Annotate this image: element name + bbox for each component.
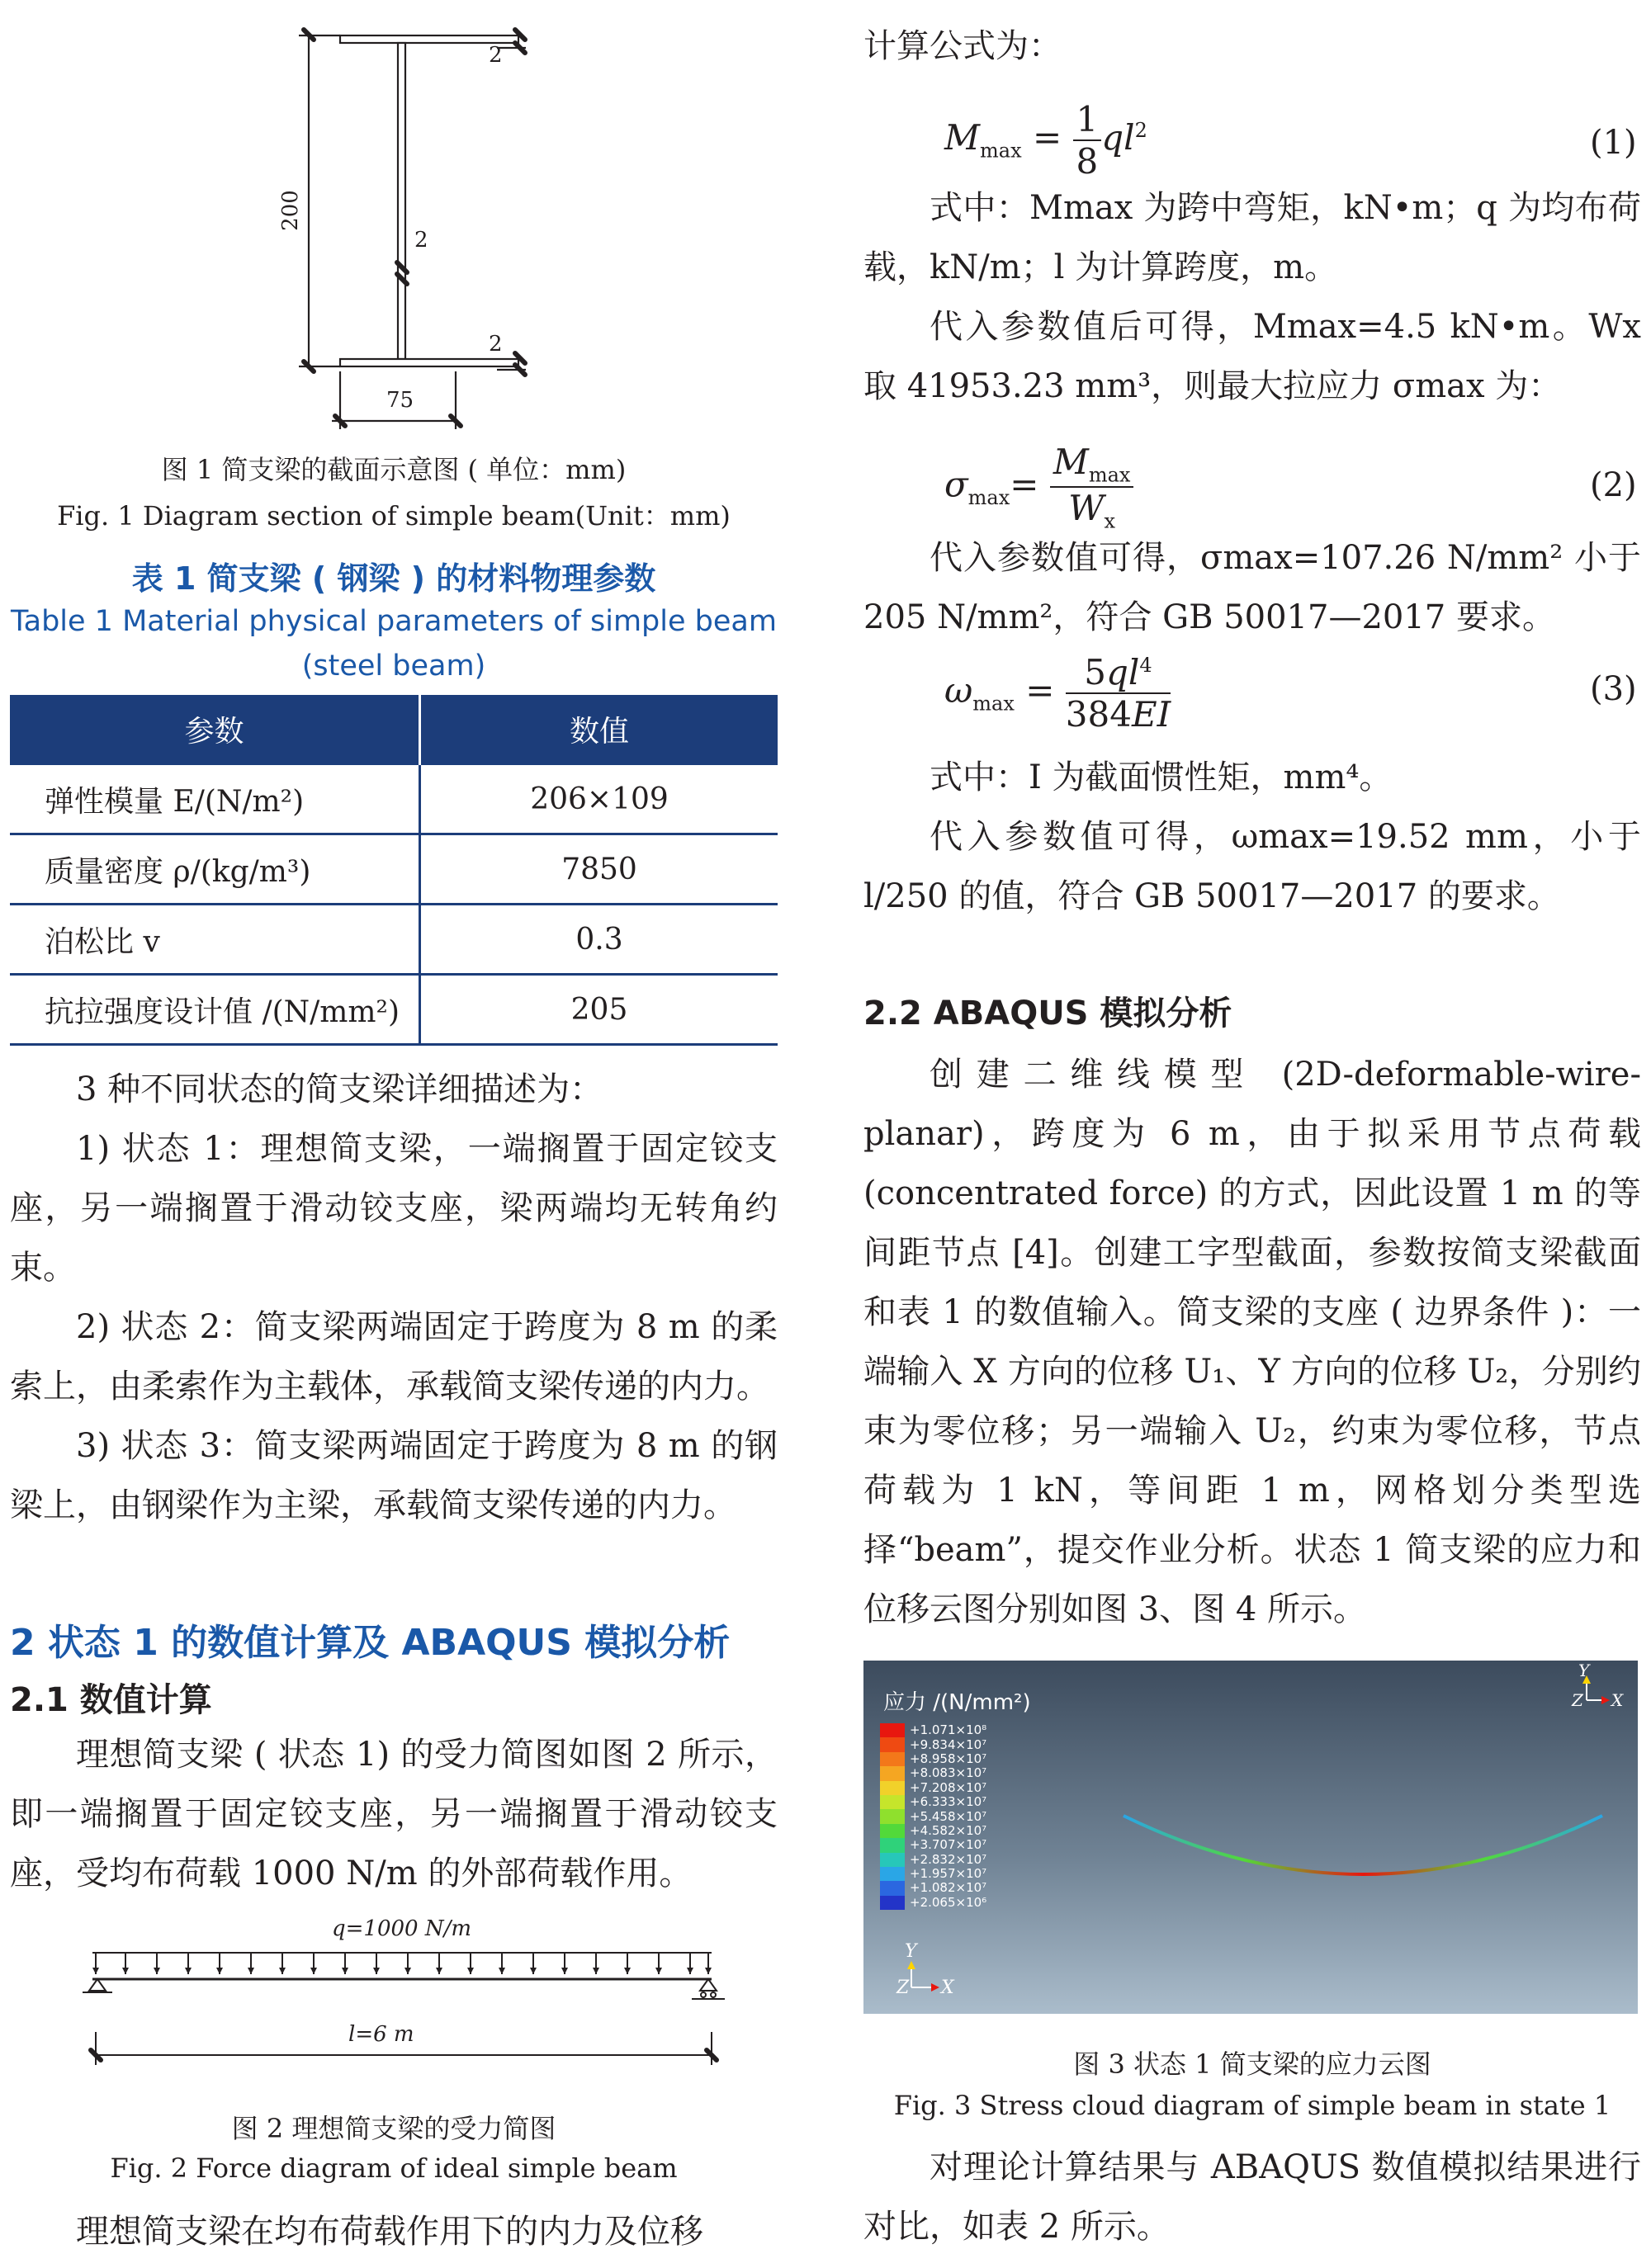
equation-1-number: (1) bbox=[1590, 124, 1637, 162]
fig3-axis-z-top: Z bbox=[1572, 1690, 1583, 1710]
paragraph: 3) 状态 3：简支梁两端固定于跨度为 8 m 的钢梁上，由钢梁作为主梁，承载简支梁传递的内力。 bbox=[10, 1427, 778, 1524]
table-cell-param: 质量密度 ρ/(kg/m³) bbox=[10, 834, 420, 905]
paragraph: 创建二维线模型 (2D-deformable-wire-planar)，跨度为 6 m，由于拟采用节点荷载 (concentrated force) 的方式，因此设置 1 m 的等间距节点 [4]。创建工字型截面，参数按简支梁截面和表 1 的数值输入。简支梁的支座 ( 边界条件 )：一端输入 X 方向的位移 U₁、Y 方向的位移 U₂，分别约束为零位移；另一端输入 U₂，约束为零位移，节点荷载为 1 kN，等间距 1 m，网格划分类型选择“beam”，提交作业分析。状态 1 简支梁的应力和位移云图分别如图 3、图 4 所示。 bbox=[863, 1056, 1641, 1628]
table-row bbox=[10, 834, 778, 905]
equation-1: $M_{max}$ = $\frac{1}{8}$ $ql^2$ bbox=[944, 99, 1147, 182]
fig1-caption-cn: 图 1 简支梁的截面示意图 ( 单位：mm) bbox=[161, 454, 627, 485]
fig3-axis-x-top: X bbox=[1611, 1690, 1624, 1710]
legend-value: +2.832×10⁷ bbox=[910, 1851, 987, 1867]
fig2-caption-en: Fig. 2 Force diagram of ideal simple beam bbox=[110, 2152, 678, 2184]
section-heading-2-1: 2.1 数值计算 bbox=[10, 1681, 212, 1719]
legend-value: +1.957×10⁷ bbox=[910, 1866, 987, 1882]
table-cell-param: 抗拉强度设计值 /(N/mm²) bbox=[10, 975, 420, 1045]
left-body-1 bbox=[10, 1060, 778, 1535]
legend-value: +2.065×10⁶ bbox=[910, 1894, 987, 1910]
paragraph: 计算公式为： bbox=[863, 27, 1062, 65]
table1-title-en-1: Table 1 Material physical parameters of simple beam bbox=[11, 605, 777, 638]
equation-2: $\sigma_{max}=$ $M_{max}$ $W_x$ bbox=[944, 442, 1133, 533]
right-body-3 bbox=[863, 748, 1641, 926]
paragraph: 式中：Mmax 为跨中弯矩，kN•m；q 为均布荷载，kN/m；l 为计算跨度，m。 bbox=[863, 189, 1641, 286]
fig2-load-label: q=1000 N/m bbox=[332, 1916, 472, 1941]
fig3-axis-z-bottom: Z bbox=[896, 1977, 910, 1998]
right-body-1 bbox=[863, 178, 1641, 416]
table-cell-value: 7850 bbox=[420, 834, 778, 905]
fig1-dim-width: 75 bbox=[386, 388, 414, 413]
fig3-stress-cloud bbox=[863, 1661, 1638, 2014]
legend-value: +7.208×10⁷ bbox=[910, 1779, 987, 1795]
fig1-dim-web: 2 bbox=[414, 228, 428, 253]
fig3-axis-y-bottom: Y bbox=[905, 1941, 917, 1962]
table1 bbox=[10, 695, 778, 1046]
equation-2-number: (2) bbox=[1590, 466, 1637, 504]
fig3-legend-title: 应力 /(N/mm²) bbox=[883, 1690, 1031, 1715]
table-cell-param: 泊松比 v bbox=[10, 905, 420, 975]
legend-value: +8.083×10⁷ bbox=[910, 1765, 987, 1781]
right-body-2 bbox=[863, 528, 1641, 647]
paragraph: 代入参数值后可得，Mmax=4.5 kN•m。Wx 取 41953.23 mm³，则最大拉应力 σmax 为： bbox=[863, 308, 1641, 405]
left-body-2 bbox=[10, 1725, 778, 1903]
fig1-dim-top: 2 bbox=[489, 43, 503, 68]
paragraph: 代入参数值可得，σmax=107.26 N/mm² 小于 205 N/mm²，符合 GB 50017—2017 要求。 bbox=[863, 539, 1641, 636]
legend-value: +6.333×10⁷ bbox=[910, 1794, 987, 1810]
legend-value: +8.958×10⁷ bbox=[910, 1751, 987, 1766]
fig1-dim-height: 200 bbox=[277, 190, 303, 231]
paragraph: 理想简支梁在均布荷载作用下的内力及位移 bbox=[76, 2213, 703, 2251]
section-heading-2: 2 状态 1 的数值计算及 ABAQUS 模拟分析 bbox=[10, 1622, 731, 1664]
legend-value: +1.082×10⁷ bbox=[910, 1880, 987, 1896]
legend-value: +5.458×10⁷ bbox=[910, 1808, 987, 1824]
paragraph: 对理论计算结果与 ABAQUS 数值模拟结果进行对比，如表 2 所示。 bbox=[863, 2148, 1641, 2246]
paragraph: 1) 状态 1：理想简支梁，一端搁置于固定铰支座，另一端搁置于滑动铰支座，梁两端均无转角约束。 bbox=[10, 1130, 778, 1287]
fig3-caption-en: Fig. 3 Stress cloud diagram of simple beam in state 1 bbox=[893, 2090, 1611, 2121]
table1-header-value: 数值 bbox=[420, 695, 778, 764]
legend-value: +4.582×10⁷ bbox=[910, 1822, 987, 1838]
table-cell-value: 0.3 bbox=[420, 905, 778, 975]
equation-3-number: (3) bbox=[1590, 670, 1637, 708]
paragraph: 理想简支梁 ( 状态 1) 的受力简图如图 2 所示，即一端搁置于固定铰支座，另一端搁置于滑动铰支座，受均布荷载 1000 N/m 的外部荷载作用。 bbox=[10, 1736, 778, 1892]
legend-value: +3.707×10⁷ bbox=[910, 1837, 987, 1853]
fig3-axis-x-bottom: X bbox=[941, 1977, 954, 1998]
fig3-caption-cn: 图 3 状态 1 简支梁的应力云图 bbox=[1073, 2048, 1431, 2080]
right-body-5 bbox=[863, 2138, 1641, 2256]
table-cell-value: 205 bbox=[420, 975, 778, 1045]
left-body-3 bbox=[10, 2202, 778, 2261]
right-body-4 bbox=[863, 1045, 1641, 1639]
paragraph: 代入参数值可得，ωmax=19.52 mm，小于 l/250 的值，符合 GB 50017—2017 的要求。 bbox=[863, 818, 1641, 915]
table1-header-row bbox=[10, 695, 778, 764]
legend-value: +9.834×10⁷ bbox=[910, 1736, 987, 1752]
table-row bbox=[10, 905, 778, 975]
paragraph: 2) 状态 2：简支梁两端固定于跨度为 8 m 的柔索上，由柔索作为主载体，承载简支梁传递的内力。 bbox=[10, 1308, 778, 1406]
fig1-dim-bottom: 2 bbox=[489, 332, 503, 357]
table1-title-cn: 表 1 简支梁 ( 钢梁 ) 的材料物理参数 bbox=[131, 560, 656, 597]
section-heading-2-2: 2.2 ABAQUS 模拟分析 bbox=[863, 995, 1232, 1032]
paragraph: 3 种不同状态的简支梁详细描述为： bbox=[76, 1070, 603, 1108]
fig2-span-label: l=6 m bbox=[348, 2022, 414, 2047]
table-row bbox=[10, 975, 778, 1045]
table1-title-en-2: (steel beam) bbox=[301, 650, 486, 683]
equation-3: $\omega_{max}$ = $\frac{5ql^4}{384EI}$ bbox=[944, 652, 1171, 735]
paragraph: 式中：I 为截面惯性矩，mm⁴。 bbox=[930, 758, 1393, 796]
table-cell-param: 弹性模量 E/(N/m²) bbox=[10, 764, 420, 834]
fig1-caption-en: Fig. 1 Diagram section of simple beam(Unit：mm) bbox=[57, 500, 731, 532]
table-cell-value: 206×109 bbox=[420, 764, 778, 834]
table-row bbox=[10, 764, 778, 834]
fig1-ibeam-diagram bbox=[10, 0, 778, 446]
legend-value: +1.071×10⁸ bbox=[910, 1722, 987, 1738]
fig3-beam-deflection-curve bbox=[863, 1661, 1638, 2014]
table1-header-param: 参数 bbox=[10, 695, 420, 764]
fig3-axis-y-top: Y bbox=[1578, 1661, 1590, 1680]
fig2-caption-cn: 图 2 理想简支梁的受力简图 bbox=[231, 2113, 556, 2144]
